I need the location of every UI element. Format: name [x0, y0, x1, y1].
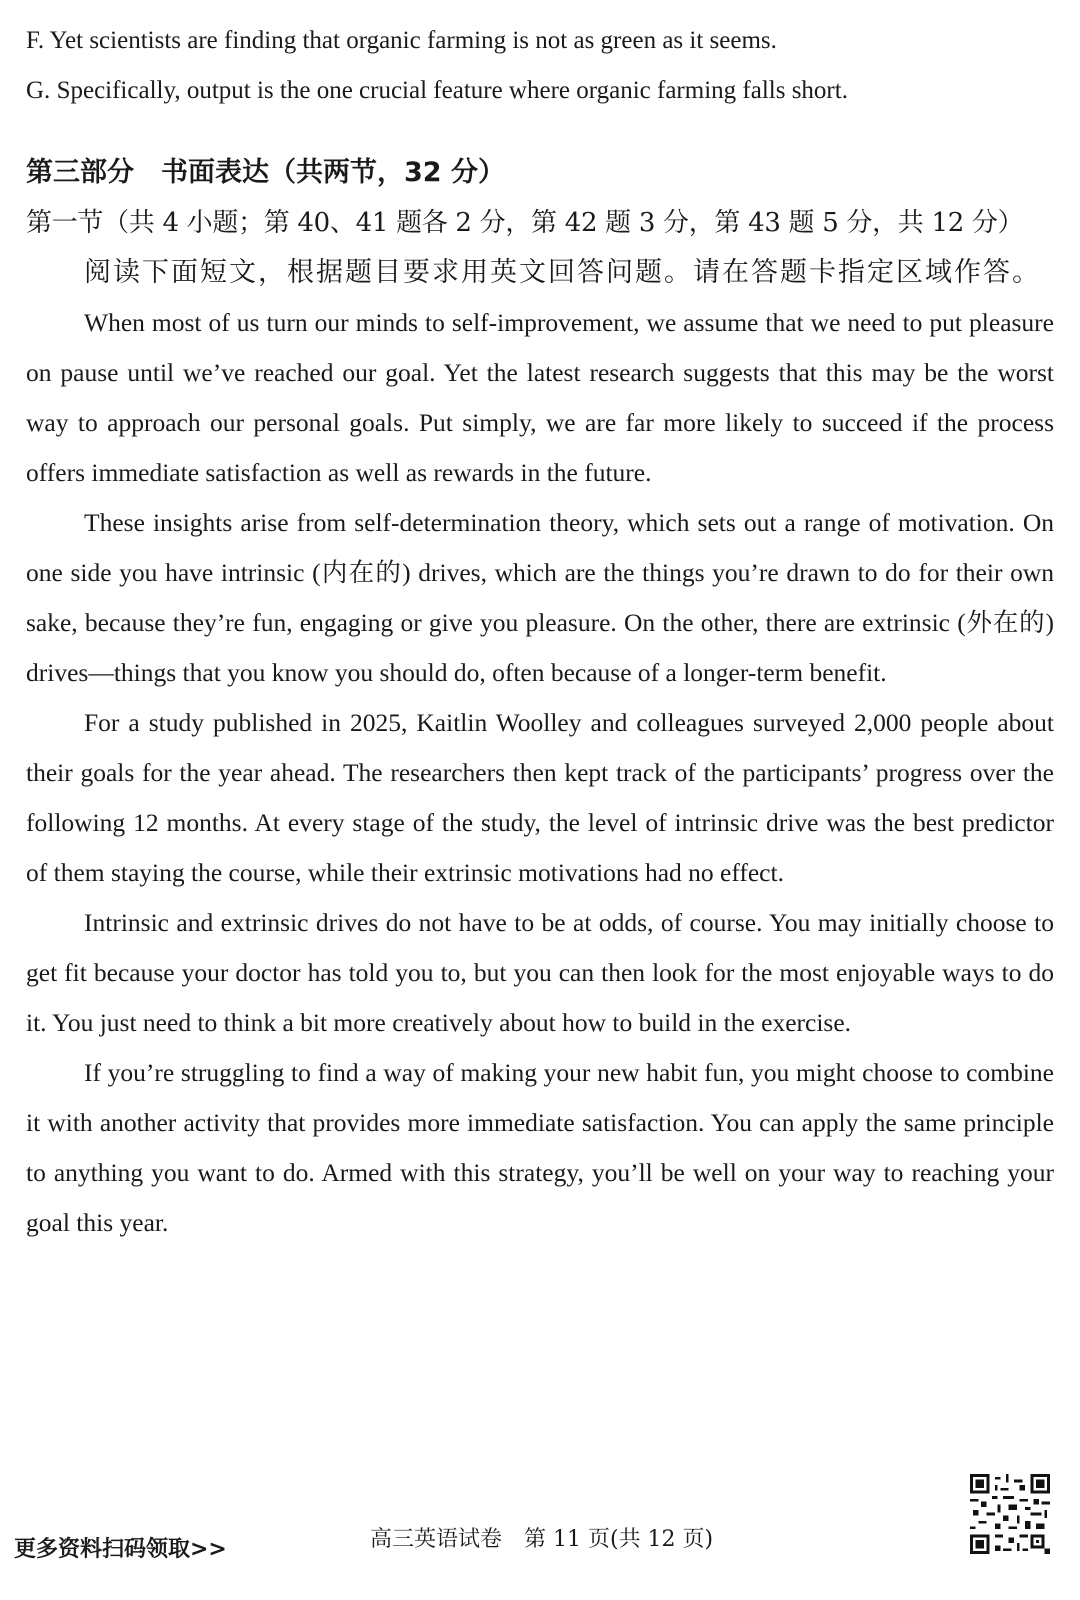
option-f-text: Yet scientists are finding that organic farming is not as green as it seems.: [49, 27, 777, 54]
qr-code-icon: [970, 1474, 1050, 1554]
paragraph-1: When most of us turn our minds to self-improvement, we assume that we need to put pleasure on pause until we’ve reached our goal. Yet the latest research suggests that this may be the worst way to approach our personal goals. Put simply, we are far more likely to succeed if the process offers immediate satisfaction as well as rewards in the future.: [26, 308, 1054, 487]
paragraph-3: For a study published in 2025, Kaitlin Woolley and colleagues surveyed 2,000 people about their goals for the year ahead. The researchers then kept track of the participants’ progress over the following 12 months. At every stage of the study, the level of intrinsic drive was the best predictor of them staying the course, while their extrinsic motivations had no effect.: [26, 708, 1054, 887]
paragraph-4: Intrinsic and extrinsic drives do not have to be at odds, of course. You may initially choose to get fit because your doctor has told you to, but you can then look for the most enjoyable ways to do it. You just need to think a bit more creatively about how to build in the exercise.: [26, 908, 1054, 1037]
paragraph-2: These insights arise from self-determination theory, which sets out a range of motivation. On one side you have intrinsic (内在的) drives, which are the things you’re drawn to do for their own sake, because they’re fun, engaging or give you pleasure. On the other, there are extrinsic (外在的) drives—things that you know you should do, often because of a longer-term benefit.: [26, 508, 1054, 687]
option-f: [26, 16, 1054, 66]
option-g: [26, 66, 1054, 116]
instruction: 阅读下面短文，根据题目要求用英文回答问题。请在答题卡指定区域作答。: [84, 257, 1041, 288]
section1-title: 第一节（共 4 小题；第 40、41 题各 2 分，第 42 题 3 分，第 43 题 5 分，共 12 分）: [26, 208, 1024, 238]
part3-title: 第三部分 书面表达（共两节，32 分）: [26, 157, 505, 188]
more-resources-link[interactable]: 更多资料扫码领取>>: [14, 1537, 227, 1562]
page-footer: 高三英语试卷 第 11 页(共 12 页): [370, 1527, 714, 1552]
option-g-text: Specifically, output is the one crucial feature where organic farming falls short.: [56, 77, 848, 104]
exam-page: [26, 0, 1054, 1248]
option-g-letter: G.: [26, 77, 51, 104]
option-f-letter: F.: [26, 27, 45, 54]
paragraph-5: If you’re struggling to find a way of making your new habit fun, you might choose to combine it with another activity that provides more immediate satisfaction. You can apply the same principle to anything you want to do. Armed with this strategy, you’ll be well on your way to reaching your goal this year.: [26, 1058, 1054, 1237]
